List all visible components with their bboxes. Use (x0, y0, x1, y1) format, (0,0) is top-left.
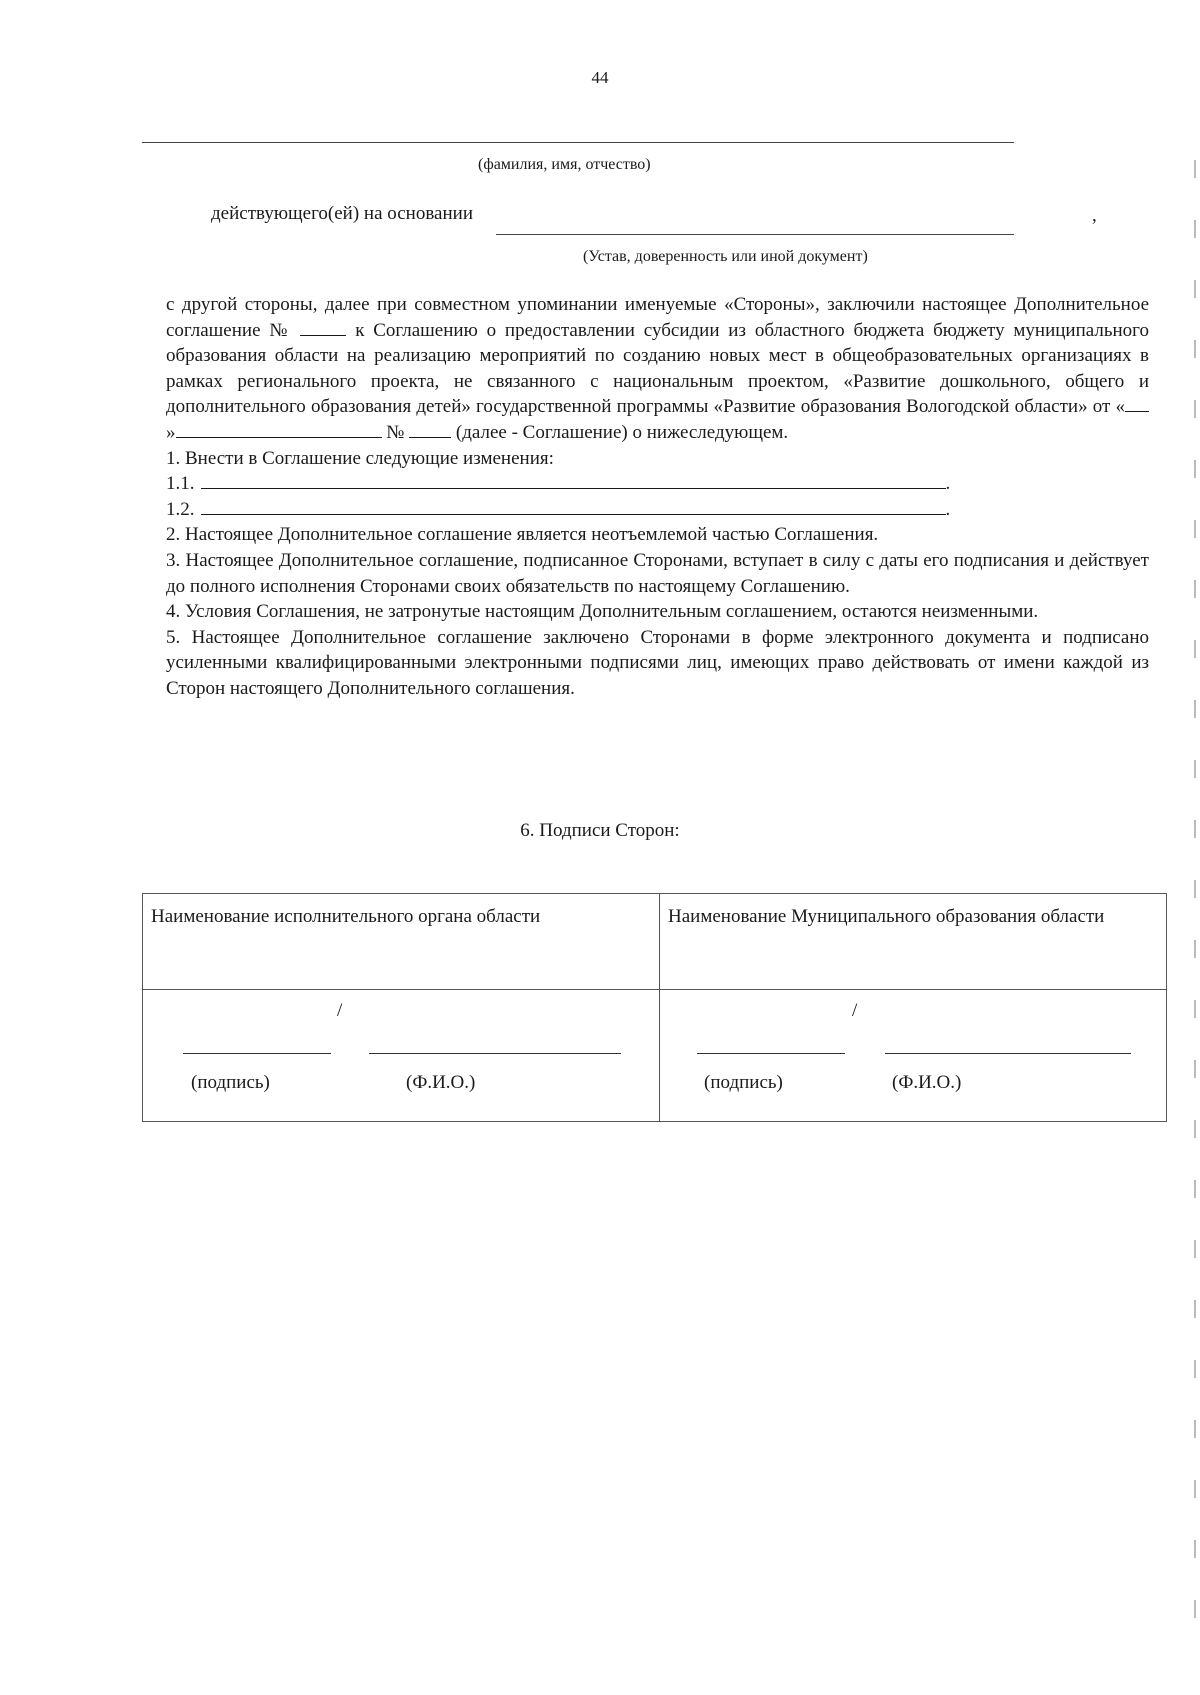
left-signature-line (183, 1053, 331, 1054)
fio-caption: (фамилия, имя, отчество) (478, 156, 651, 173)
item-1-1-end: . (945, 473, 951, 495)
intro-text-3: » (166, 421, 176, 443)
right-fio-line (885, 1053, 1131, 1054)
left-party-sign-cell (143, 990, 660, 1122)
item-1-1-blank (201, 471, 946, 489)
intro-text-2: к Соглашению о предоставлении субсидии из областного бюджета бюджету муниципального образования области на реализацию мероприятий по созданию новых мест в общеобразовательных организациях в рамках регионального проекта, не связанного с национальным проектом, «Развитие дошкольного, общего и дополнительного образования детей» государственной программы «Развитие образования Вологодской области» от « (166, 319, 1149, 418)
item-1-1 (166, 471, 1149, 497)
left-fio-caption: (Ф.И.О.) (406, 1072, 476, 1093)
left-party-header-cell (143, 894, 660, 990)
item-2: 2. Настоящее Дополнительное соглашение является неотъемлемой частью Соглашения. (166, 524, 879, 546)
signatures-heading: 6. Подписи Сторон: (520, 820, 680, 841)
item-1-1-number: 1.1. (166, 473, 195, 495)
item-1-2-number: 1.2. (166, 498, 195, 520)
basis-document-line (496, 234, 1014, 235)
intro-text-4: № (386, 421, 405, 443)
right-slash: / (852, 1000, 858, 1021)
item-4: 4. Условия Соглашения, не затронутые настоящим Дополнительным соглашением, остаются неизменными. (166, 601, 1039, 623)
fio-line (142, 142, 1014, 143)
date-day-blank (1125, 394, 1149, 412)
basis-document-caption: (Устав, доверенность или иной документ) (583, 248, 868, 265)
item-1-2-end: . (945, 498, 951, 520)
intro-text-1: с другой стороны, далее при совместном упоминании именуемые «Стороны», заключили настоящее Дополнительное соглашение № (166, 294, 1149, 341)
left-slash: / (337, 1000, 343, 1021)
right-signature-line (697, 1053, 845, 1054)
right-fio-caption: (Ф.И.О.) (892, 1072, 962, 1093)
right-party-name: Наименование Муниципального образования области (668, 906, 1105, 927)
signatures-table (142, 893, 1167, 1122)
agreement-original-number-blank (409, 420, 451, 438)
date-month-blank (176, 420, 382, 438)
left-fio-line (369, 1053, 621, 1054)
right-party-header-cell (660, 894, 1167, 990)
acting-basis-label: действующего(ей) на основании (211, 203, 473, 224)
intro-paragraph (166, 292, 1149, 446)
acting-comma: , (1092, 205, 1097, 226)
item-1-2 (166, 497, 1149, 523)
item-3: 3. Настоящее Дополнительное соглашение, подписанное Сторонами, вступает в силу с даты его подписания и действует до полного исполнения Сторонами своих обязательств по настоящему Соглашению. (166, 549, 1149, 597)
agreement-body (166, 292, 1149, 702)
agreement-number-blank (300, 318, 346, 336)
signatures-header-row (143, 894, 1167, 990)
left-party-name: Наименование исполнительного органа области (151, 906, 541, 927)
intro-text-5: (далее - Соглашение) о нижеследующем. (455, 421, 789, 443)
item-5: 5. Настоящее Дополнительное соглашение заключено Сторонами в форме электронного документа и подписано усиленными квалифицированными электронными подписями лиц, имеющих право действовать от имени каждой из Сторон настоящего Дополнительного соглашения. (166, 626, 1149, 699)
right-signature-caption: (подпись) (704, 1072, 783, 1093)
scan-margin-marks (1194, 160, 1196, 1620)
item-1-2-blank (201, 497, 946, 515)
page-number: 44 (591, 68, 609, 87)
right-party-sign-cell (660, 990, 1167, 1122)
signatures-sign-row (143, 990, 1167, 1122)
left-signature-caption: (подпись) (191, 1072, 270, 1093)
item-1: 1. Внести в Соглашение следующие изменения: (166, 447, 554, 469)
